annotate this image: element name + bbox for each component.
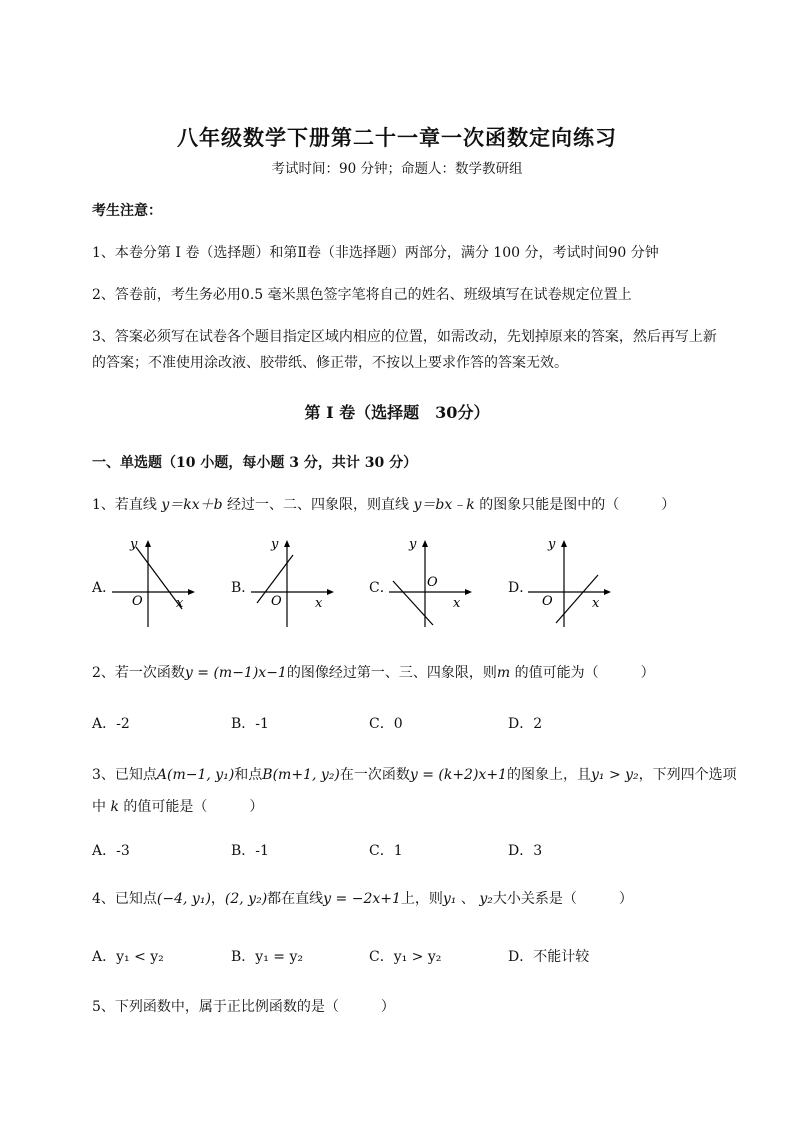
q3-cond-post: ，下列四个选项	[638, 767, 737, 783]
q3-point-b: B(m+1, y₂)	[262, 767, 340, 783]
q2-eq: y = (m−1)x−1	[184, 665, 287, 681]
q4-sep: ，	[210, 891, 225, 907]
q3-var: k	[110, 799, 119, 815]
q2-option-d: D．2	[508, 716, 543, 732]
q2-option-b: B．-1	[231, 716, 269, 732]
q3-and: 和点	[234, 767, 263, 783]
q3-option-d: D．3	[508, 843, 543, 859]
q3-option-a: A．-3	[92, 843, 130, 859]
q2-pre: 2、若一次函数	[92, 665, 185, 681]
q3-cond: y₁ > y₂	[590, 767, 639, 783]
x-arrow-icon	[465, 589, 472, 595]
origin-label: O	[271, 594, 282, 609]
x-arrow-icon	[188, 589, 195, 595]
y-arrow-icon	[561, 540, 567, 547]
y-label: y	[271, 537, 279, 552]
q1-graph-c	[387, 535, 477, 631]
question-3-line-1	[92, 764, 737, 784]
part-title: 一、单选题（10 小题，每小题 3 分，共计 30 分）	[92, 455, 418, 471]
q1-option-d: D．	[508, 580, 534, 596]
q4-option-b: B．y₁ = y₂	[231, 949, 303, 965]
q4-p2: (2, y₂)	[224, 891, 268, 907]
q3-in-fn: 在一次函数	[339, 767, 410, 783]
q3-point-a: A(m−1, y₁)	[156, 767, 235, 783]
x-arrow-icon	[327, 589, 334, 595]
q1-pre: 1、若直线	[92, 497, 162, 513]
q3-option-b: B．-1	[231, 843, 269, 859]
q4-option-c: C．y₁ > y₂	[369, 949, 442, 965]
q1-post: 的图象只能是图中的（ ）	[474, 497, 676, 513]
q3-line2-post: 的值可能是（ ）	[118, 799, 264, 815]
question-1	[92, 494, 675, 514]
x-label: x	[453, 596, 461, 611]
q4-option-a: A．y₁ < y₂	[92, 949, 164, 965]
q3-option-c: C．1	[369, 843, 403, 859]
section-title: 第 I 卷（选择题 30分）	[304, 403, 490, 422]
q1-option-c: C．	[369, 580, 394, 596]
q3-pre: 3、已知点	[92, 767, 157, 783]
question-5: 5、下列函数中，属于正比例函数的是（ ）	[92, 999, 395, 1015]
q4-y1: y₁	[442, 891, 457, 907]
y-label: y	[548, 537, 556, 552]
q1-graph-d	[526, 535, 616, 631]
x-arrow-icon	[604, 589, 611, 595]
notice-heading: 考生注意：	[92, 203, 162, 219]
q2-option-c: C．0	[369, 716, 403, 732]
q1-mid: 经过一、二、四象限，则直线	[222, 497, 414, 513]
q4-eq: y = −2x+1	[323, 891, 401, 907]
q4-dun: 、	[456, 891, 480, 907]
q1-eq1: y＝kx＋b	[161, 497, 223, 513]
q3-cond-pre: 的图象上，且	[506, 767, 591, 783]
origin-label: O	[427, 575, 438, 590]
q3-eq: y = (k+2)x+1	[409, 767, 507, 783]
q2-var: m	[496, 665, 511, 681]
origin-label: O	[132, 594, 143, 609]
q2-post: 的图像经过第一、三、四象限，则	[286, 665, 497, 681]
q4-y2: y₂	[479, 891, 493, 907]
question-3-line-2	[92, 796, 263, 816]
q4-mid: 都在直线	[267, 891, 324, 907]
origin-label: O	[542, 594, 553, 609]
q4-pre: 4、已知点	[92, 891, 157, 907]
q1-graph-a	[110, 535, 200, 631]
q1-eq2: y＝bx﹣k	[413, 497, 475, 513]
question-4	[92, 888, 633, 908]
notice-item-1: 1、本卷分第 I 卷（选择题）和第Ⅱ卷（非选择题）两部分，满分 100 分，考试时间90 分钟	[92, 245, 659, 261]
notice-item-3: 3、答案必须写在试卷各个题目指定区域内相应的位置，如需改动，先划掉原来的答案，然后再写上新	[92, 329, 717, 345]
q1-option-a: A．	[92, 580, 117, 596]
x-label: x	[176, 596, 184, 611]
notice-item-3-cont: 的答案；不准使用涂改液、胶带纸、修正带，不按以上要求作答的答案无效。	[92, 355, 568, 371]
q2-option-a: A．-2	[92, 716, 130, 732]
q4-post2: 大小关系是（ ）	[492, 891, 633, 907]
y-arrow-icon	[284, 540, 290, 547]
q4-p1: (−4, y₁)	[156, 891, 211, 907]
exam-info: 考试时间：90 分钟；命题人：数学教研组	[271, 161, 523, 177]
q2-post2: 的值可能为（ ）	[510, 665, 655, 681]
y-arrow-icon	[422, 540, 428, 547]
q4-option-d: D．不能计较	[508, 949, 590, 965]
x-label: x	[592, 596, 600, 611]
y-label: y	[409, 537, 417, 552]
q1-graph-b	[249, 535, 339, 631]
y-arrow-icon	[145, 540, 151, 547]
question-2	[92, 662, 655, 682]
x-label: x	[315, 596, 323, 611]
q1-option-b: B．	[231, 580, 256, 596]
q3-line2-pre: 中	[92, 799, 111, 815]
q4-post: 上，则	[400, 891, 443, 907]
page-title: 八年级数学下册第二十一章一次函数定向练习	[177, 125, 617, 150]
y-label: y	[130, 537, 138, 552]
notice-item-2: 2、答卷前，考生务必用0.5 毫米黑色签字笔将自己的姓名、班级填写在试卷规定位置上	[92, 287, 632, 303]
